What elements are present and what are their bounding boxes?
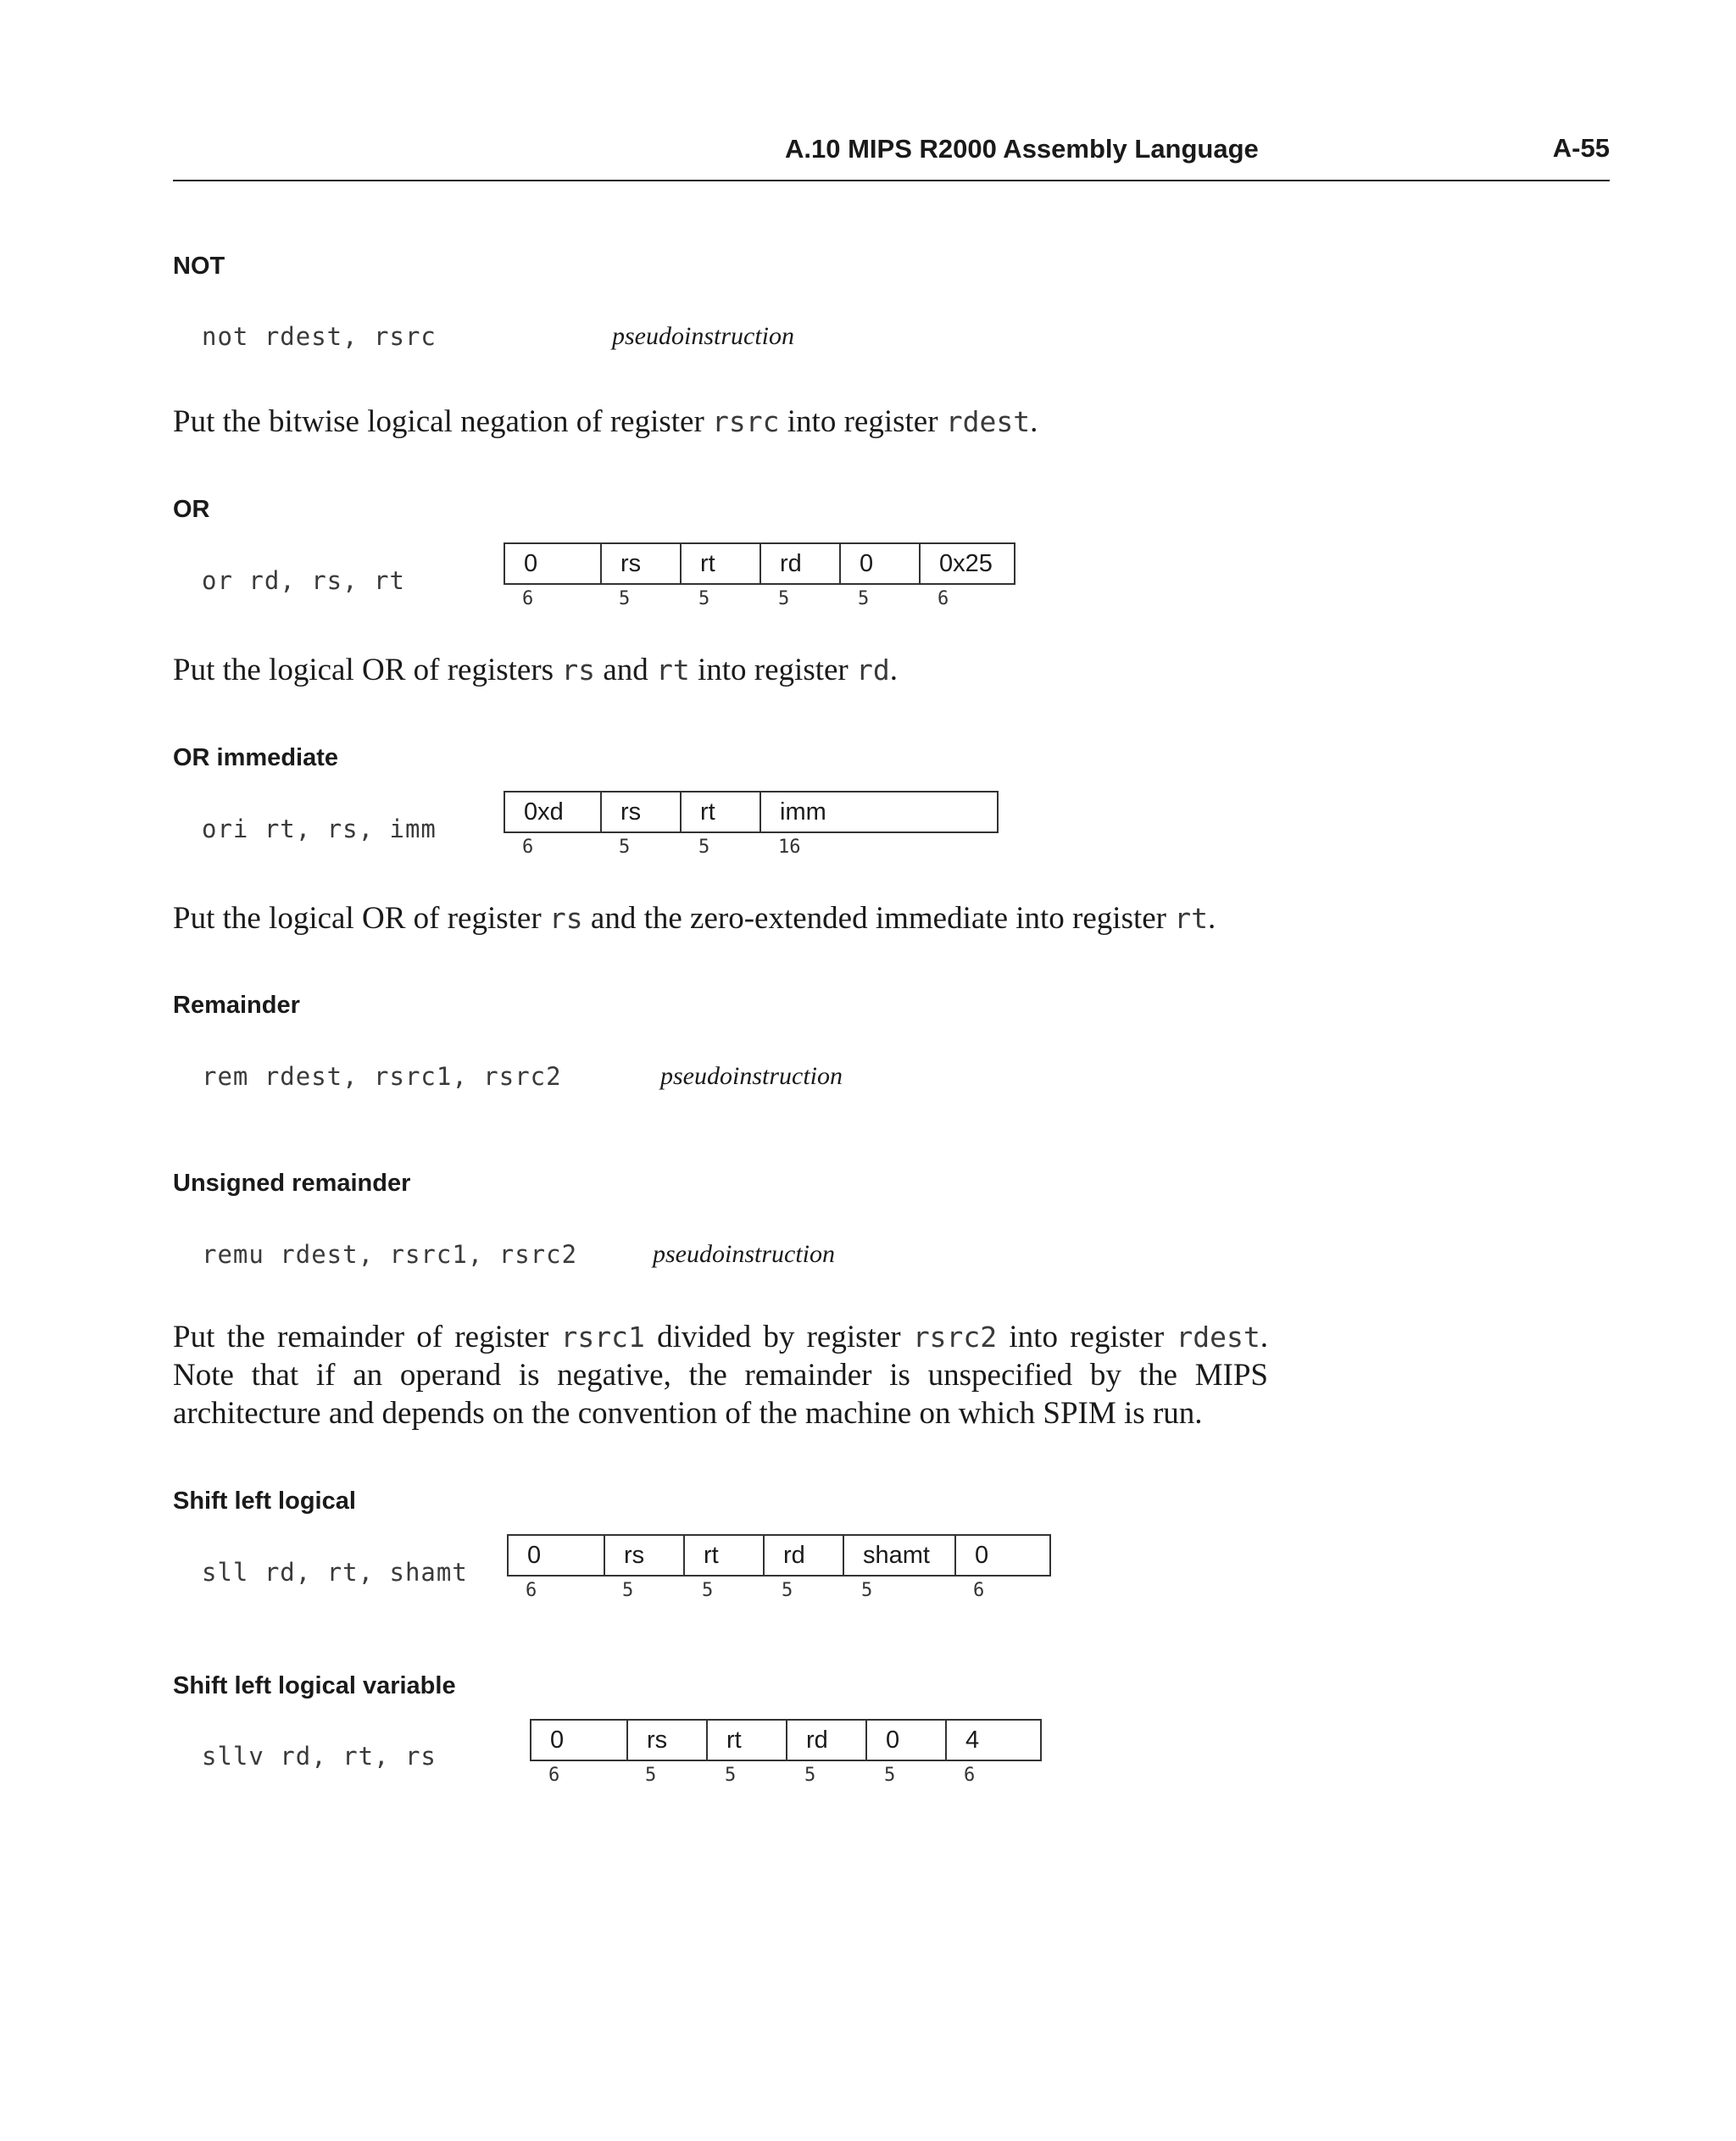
bit-width: 5: [861, 1580, 873, 1601]
field: 0: [867, 1721, 947, 1760]
field: rs: [602, 544, 682, 583]
page-number: A-55: [1552, 133, 1610, 163]
field: imm: [761, 792, 999, 831]
bit-width: 6: [964, 1765, 976, 1786]
field: rt: [682, 792, 761, 831]
format-fields: [504, 542, 1015, 585]
field: rs: [602, 792, 682, 831]
header-rule: [173, 180, 1610, 181]
syntax-sll: sll rd, rt, shamt: [202, 1558, 468, 1587]
bit-width: 6: [973, 1580, 985, 1601]
desc-ori: Put the logical OR of register rs and the zero-extended immediate into register rt.: [173, 901, 1216, 936]
heading-ori: OR immediate: [173, 744, 338, 771]
syntax-or: or rd, rs, rt: [202, 566, 405, 595]
field: rs: [605, 1536, 685, 1575]
pseudo-tag-rem: pseudoinstruction: [660, 1062, 843, 1090]
pseudo-tag-not: pseudoinstruction: [612, 322, 794, 350]
format-sllv: [530, 1719, 1042, 1786]
field: rd: [787, 1721, 867, 1760]
syntax-ori: ori rt, rs, imm: [202, 815, 437, 843]
field: 0: [509, 1536, 605, 1575]
heading-rem: Remainder: [173, 992, 300, 1019]
heading-or: OR: [173, 496, 210, 523]
bit-width: 6: [522, 588, 534, 609]
desc-rem-remu: Put the remainder of register rsrc1 divided by register rsrc2 into register rdest. Note that if an operand is negative, the remainder is unspecified by the MIPS architecture and depends on the convention of the machine on which SPIM is run.: [173, 1320, 1268, 1431]
bit-width: 5: [619, 837, 631, 858]
bit-width: 6: [526, 1580, 537, 1601]
format-bit-widths: [504, 588, 1015, 609]
bit-width: 6: [548, 1765, 560, 1786]
bit-width: 5: [702, 1580, 714, 1601]
field: rt: [682, 544, 761, 583]
bit-width: 6: [938, 588, 949, 609]
bit-width: 5: [698, 837, 710, 858]
field: 0: [841, 544, 921, 583]
bit-width: 5: [778, 588, 790, 609]
pseudo-tag-remu: pseudoinstruction: [653, 1240, 835, 1268]
running-header-section: A.10 MIPS R2000 Assembly Language: [785, 134, 1259, 164]
field: rt: [685, 1536, 765, 1575]
bit-width: 6: [522, 837, 534, 858]
field: 0x25: [921, 544, 1015, 583]
bit-width: 5: [884, 1765, 896, 1786]
format-bit-widths: [530, 1765, 1042, 1786]
heading-sll: Shift left logical: [173, 1488, 356, 1515]
format-or: [504, 542, 1015, 609]
field: shamt: [844, 1536, 956, 1575]
desc-not: Put the bitwise logical negation of register rsrc into register rdest.: [173, 404, 1038, 439]
field: 0: [956, 1536, 1051, 1575]
field: 0: [531, 1721, 628, 1760]
field: rd: [765, 1536, 844, 1575]
bit-width: 16: [778, 837, 801, 858]
bit-width: 5: [622, 1580, 634, 1601]
syntax-not: not rdest, rsrc: [202, 322, 437, 351]
format-fields: [530, 1719, 1042, 1761]
syntax-remu: remu rdest, rsrc1, rsrc2: [202, 1240, 578, 1269]
field: rt: [708, 1721, 787, 1760]
heading-remu: Unsigned remainder: [173, 1170, 411, 1197]
desc-or: Put the logical OR of registers rs and rt into register rd.: [173, 653, 899, 687]
bit-width: 5: [804, 1765, 816, 1786]
bit-width: 5: [645, 1765, 657, 1786]
format-sll: [507, 1534, 1051, 1601]
syntax-sllv: sllv rd, rt, rs: [202, 1742, 437, 1771]
format-bit-widths: [504, 837, 999, 858]
format-ori: [504, 791, 999, 858]
heading-not: NOT: [173, 253, 225, 280]
bit-width: 5: [725, 1765, 737, 1786]
bit-width: 5: [782, 1580, 793, 1601]
syntax-rem: rem rdest, rsrc1, rsrc2: [202, 1062, 562, 1091]
format-bit-widths: [507, 1580, 1051, 1601]
field: 0: [505, 544, 602, 583]
field: rd: [761, 544, 841, 583]
bit-width: 5: [698, 588, 710, 609]
field: 4: [947, 1721, 1042, 1760]
format-fields: [507, 1534, 1051, 1577]
heading-sllv: Shift left logical variable: [173, 1672, 456, 1699]
bit-width: 5: [858, 588, 870, 609]
field: rs: [628, 1721, 708, 1760]
format-fields: [504, 791, 999, 833]
bit-width: 5: [619, 588, 631, 609]
field: 0xd: [505, 792, 602, 831]
